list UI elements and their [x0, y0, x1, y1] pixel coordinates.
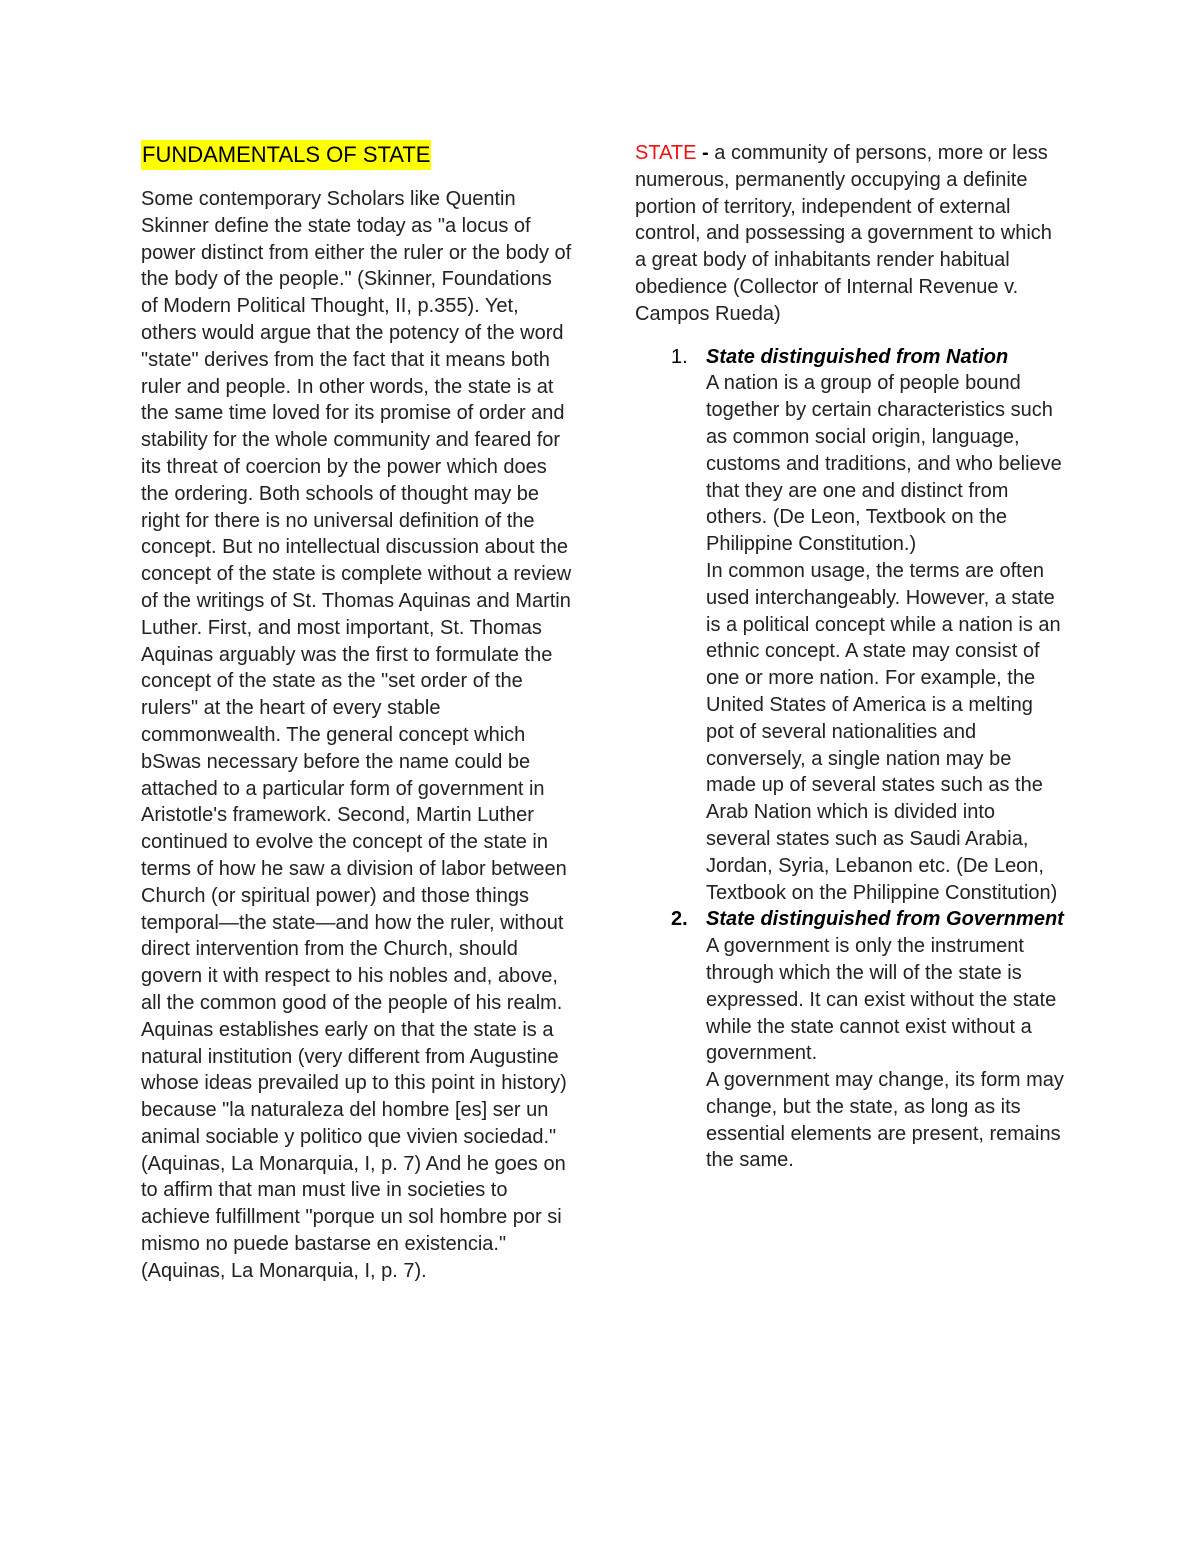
state-definition: [635, 140, 1065, 328]
state-definition-text: a community of persons, more or less numerous, permanently occupying a definite portion of territory, independent of external control, and possessing a government to which a great body of inhabitants render habitual obedience (Collector of Internal Revenue v. Campos Rueda): [635, 142, 1052, 325]
page-title: FUNDAMENTALS OF STATE: [141, 140, 431, 170]
list-number: 1.: [671, 345, 688, 368]
nation-paragraph-2: In common usage, the terms are often used interchangeably. However, a state is a political concept while a nation is an ethnic concept. A state may consist of one or more nation. For example, the United States of America is a melting pot of several nationalities and conversely, a single nation may be made up of several states such as the Arab Nation which is divided into several states such as Saudi Arabia, Jordan, Syria, Lebanon etc. (De Leon, Textbook on the Philippine Constitution): [706, 559, 1061, 904]
item-title-government: State distinguished from Government: [706, 908, 1064, 931]
distinctions-list: [635, 344, 1065, 1175]
list-number: 2.: [671, 908, 688, 931]
state-dash: -: [696, 142, 709, 164]
list-item-nation: [635, 344, 1065, 907]
right-column: [635, 140, 1065, 1174]
state-term: STATE: [635, 142, 697, 164]
nation-paragraph-1: A nation is a group of people bound together by certain characteristics such as common social origin, language, customs and traditions, and who believe that they are one and distinct from others. (De Leon, Textbook on the Philippine Constitution.): [706, 372, 1062, 556]
government-paragraph-1: A government is only the instrument through which the will of the state is expressed. It can exist without the state while the state cannot exist without a government.: [706, 935, 1057, 1065]
left-column: [141, 140, 573, 1285]
intro-paragraph: Some contemporary Scholars like Quentin Skinner define the state today as "a locus of power distinct from either the ruler or the body of the body of the people." (Skinner, Foundations of Modern Political Thought, II, p.355). Yet, others would argue that the potency of the word "state" derives from the fact that it means both ruler and people. In other words, the state is at the same time loved for its promise of order and stability for the whole community and feared for its threat of coercion by the power which does the ordering. Both schools of thought may be right for there is no universal definition of the concept. But no intellectual discussion about the concept of the state is complete without a review of the writings of St. Thomas Aquinas and Martin Luther. First, and most important, St. Thomas Aquinas arguably was the first to formulate the concept of the state as the "set order of the rulers" at the heart of every stable commonwealth. The general concept which bSwas necessary before the name could be attached to a particular form of government in Aristotle's framework. Second, Martin Luther continued to evolve the concept of the state in terms of how he saw a division of labor between Church (or spiritual power) and those things temporal—the state—and how the ruler, without direct intervention from the Church, should govern it with respect to his nobles and, above, all the common good of the people of his realm. Aquinas establishes early on that the state is a natural institution (very different from Augustine whose ideas prevailed up to this point in history) because "la naturaleza del hombre [es] ser un animal sociable y politico que vivien sociedad." (Aquinas, La Monarquia, I, p. 7) And he goes on to affirm that man must live in societies to achieve fulfillment "porque un sol hombre por si mismo no puede bastarse en existencia." (Aquinas, La Monarquia, I, p. 7).: [141, 188, 572, 1282]
item-title-nation: State distinguished from Nation: [706, 345, 1009, 368]
list-item-government: [635, 906, 1065, 1174]
government-paragraph-2: A government may change, its form may change, but the state, as long as its essential elements are present, remains the same.: [706, 1069, 1064, 1172]
